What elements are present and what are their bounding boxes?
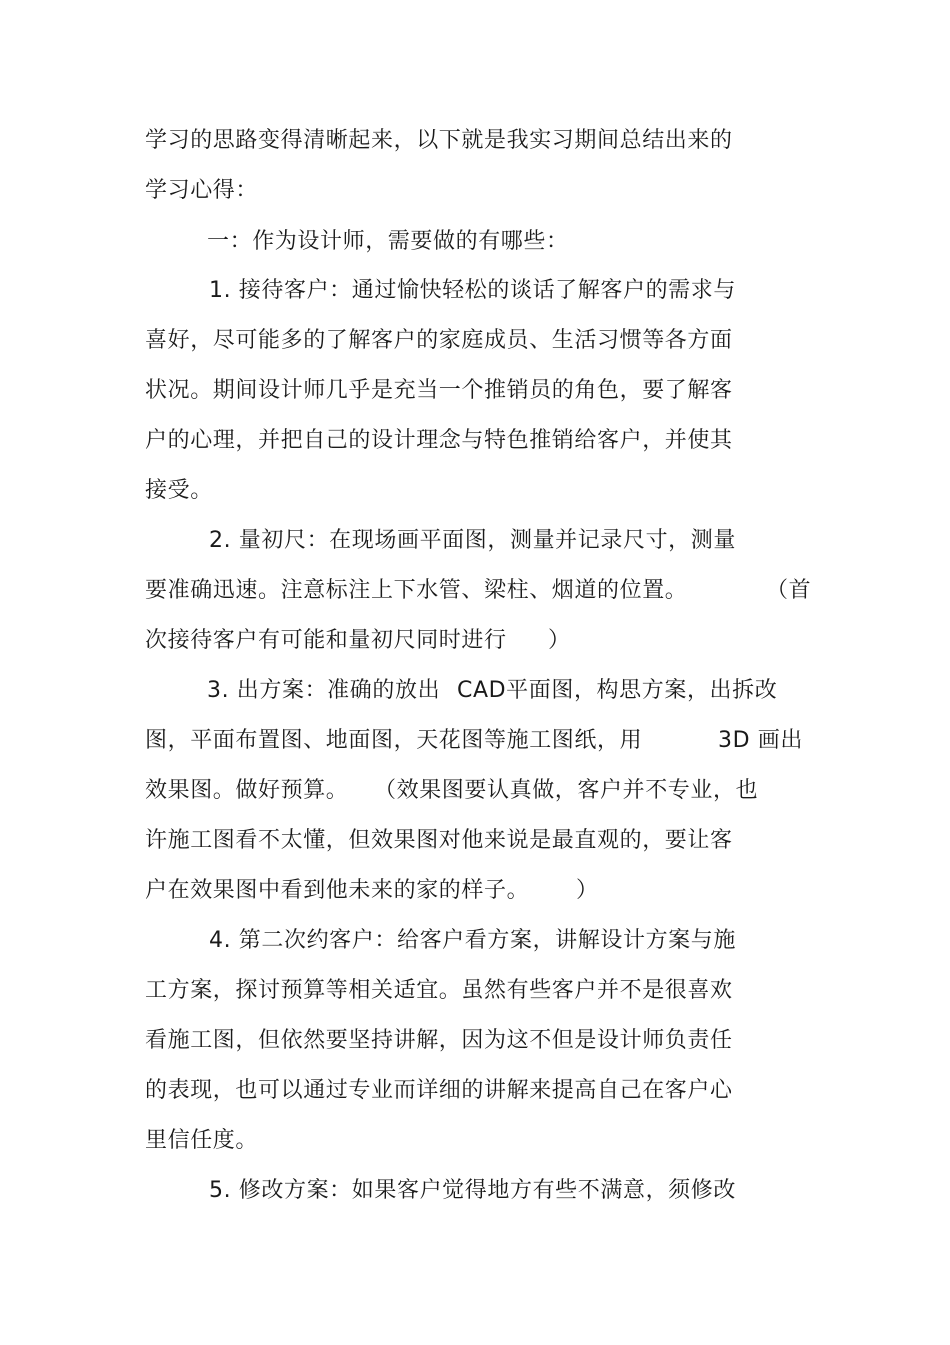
text-line: 5. 修改方案：如果客户觉得地方有些不满意，须修改 <box>209 1178 736 1203</box>
text-line: 要准确迅速。注意标注上下水管、梁柱、烟道的位置。 <box>145 578 688 603</box>
text-line: 次接待客户有可能和量初尺同时进行 <box>145 628 507 653</box>
text-line: 喜好，尽可能多的了解客户的家庭成员、生活习惯等各方面 <box>145 328 733 353</box>
text-line: ） <box>576 878 599 903</box>
text-line: 学习心得： <box>145 178 259 203</box>
text-line: 状况。期间设计师几乎是充当一个推销员的角色，要了解客 <box>145 378 733 403</box>
text-line: 户的心理，并把自己的设计理念与特色推销给客户，并使其 <box>145 428 733 453</box>
text-line: 的表现，也可以通过专业而详细的讲解来提高自己在客户心 <box>145 1078 733 1103</box>
text-line: 看施工图，但依然要坚持讲解，因为这不但是设计师负责任 <box>145 1028 733 1053</box>
text-line: 户在效果图中看到他未来的家的样子。 <box>145 878 530 903</box>
text-line: （效果图要认真做，客户并不专业，也 <box>374 778 759 803</box>
text-line: 学习的思路变得清晰起来，以下就是我实习期间总结出来的 <box>145 128 733 153</box>
text-line: ） <box>548 628 571 653</box>
text-line: 许施工图看不太懂，但效果图对他来说是最直观的，要让客 <box>145 828 733 853</box>
text-line: 接受。 <box>145 478 213 503</box>
text-line: 里信任度。 <box>145 1128 259 1153</box>
text-line: 3. 出方案：准确的放出 <box>207 678 441 703</box>
text-line: CAD平面图，构思方案，出拆改 <box>457 678 778 703</box>
text-line: 4. 第二次约客户：给客户看方案，讲解设计方案与施 <box>209 928 736 953</box>
text-line: 3D 画出 <box>718 728 803 753</box>
text-line: 工方案，探讨预算等相关适宜。虽然有些客户并不是很喜欢 <box>145 978 733 1003</box>
text-line: （首 <box>766 578 812 603</box>
text-line: 2. 量初尺：在现场画平面图，测量并记录尺寸，测量 <box>209 528 736 553</box>
text-line: 效果图。做好预算。 <box>145 778 349 803</box>
text-line: 图，平面布置图、地面图，天花图等施工图纸，用 <box>145 728 643 753</box>
section-heading: 一：作为设计师，需要做的有哪些： <box>207 229 569 254</box>
text-line: 1. 接待客户：通过愉快轻松的谈话了解客户的需求与 <box>209 278 736 303</box>
